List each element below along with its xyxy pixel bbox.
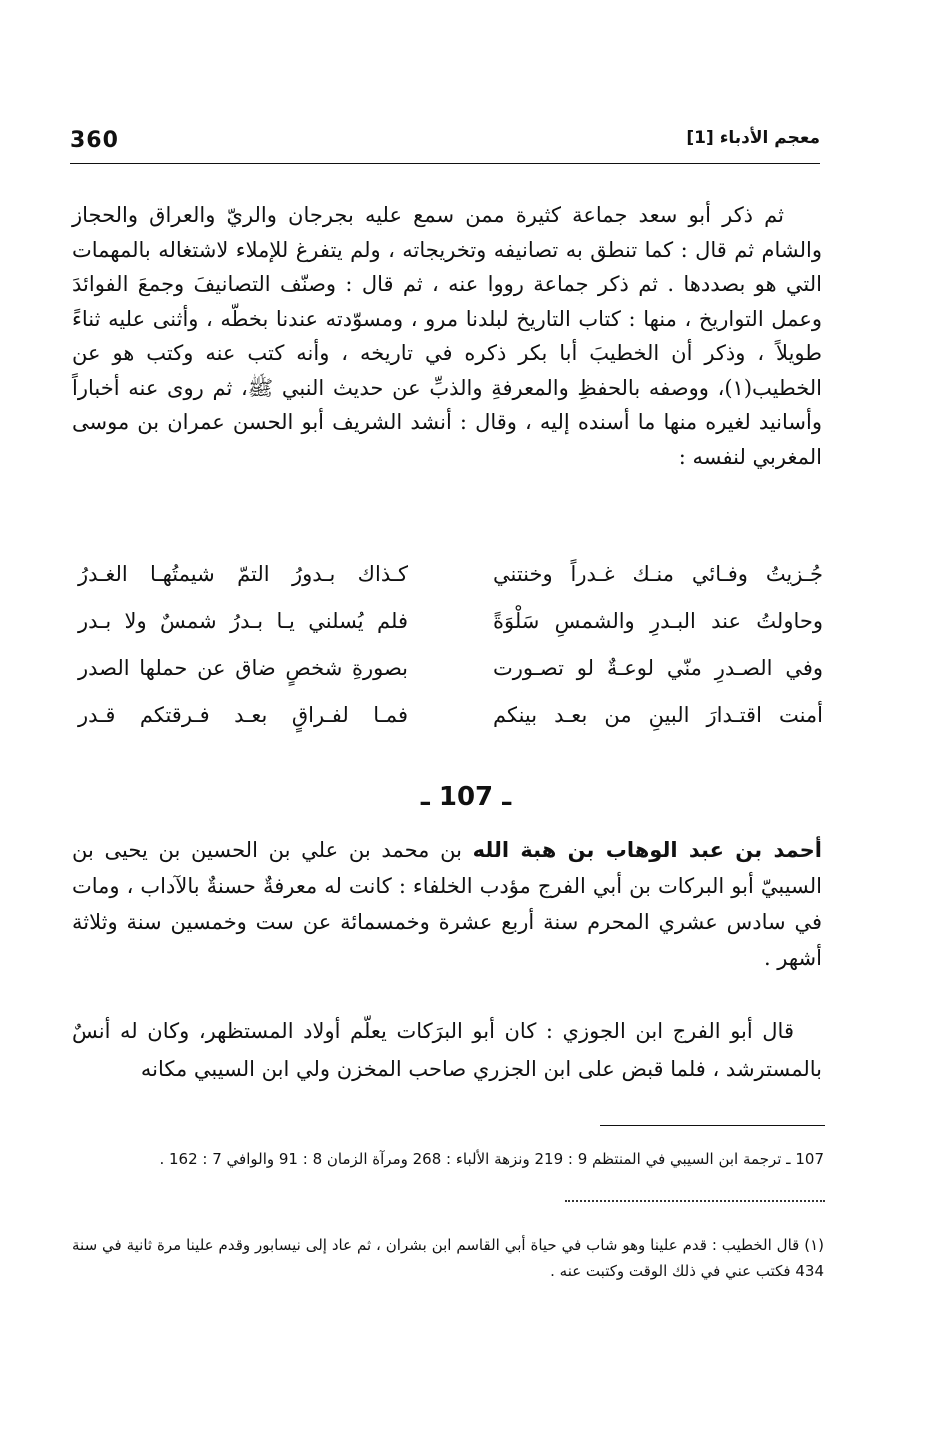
quote-paragraph	[72, 1012, 822, 1088]
biography-text	[72, 832, 822, 976]
poem-verse	[78, 597, 823, 644]
verse-first-hemistich: أمنت اقتـدارَ البينِ من بعـد بينكم	[493, 702, 823, 727]
footnote	[72, 1232, 824, 1284]
dotted-separator	[565, 1200, 825, 1202]
poem-verse	[78, 644, 823, 691]
poem-verse	[78, 691, 823, 738]
intro-paragraph	[72, 198, 822, 474]
verse-second-hemistich: فمـا لفـراقٍ بعـد فـرقتكم قـدر	[78, 702, 408, 727]
verse-first-hemistich: جُـزيتُ وفـائي منـك غـدراً وخنتني	[493, 561, 823, 586]
footnote-divider	[600, 1125, 825, 1126]
header-divider	[70, 163, 820, 164]
verse-first-hemistich: وحاولتُ عند البـدرِ والشمسِ سَلْوَةً	[493, 608, 823, 633]
verse-second-hemistich: فلم يُسلني يـا بـدرُ شمسٌ ولا بـدر	[78, 608, 408, 633]
quote-text: قال أبو الفرج ابن الجوزي : كان أبو البرَكات يعلّم أولاد المستظهر، وكان له أنسٌ بالمسترشد ، فلما قبض على ابن الجزري صاحب المخزن ولي ابن السيبي مكانه	[72, 1019, 822, 1081]
entry-name: أحمد بن عبد الوهاب بن هبة الله	[472, 838, 822, 862]
biography-rest: بن محمد بن علي بن الحسين بن يحيى بن السيبيّ أبو البركات بن أبي الفرج مؤدب الخلفاء : كانت له معرفةٌ حسنةٌ بالآداب ، ومات في سادس عشري المحرم سنة أربع عشرة وخمسمائة عن ست وخمسين سنة وثلاثة أشهر .	[72, 838, 822, 970]
page-number: 360	[70, 128, 119, 153]
biography-paragraph	[72, 832, 822, 976]
page-header	[70, 128, 820, 168]
poem	[78, 550, 823, 738]
verse-second-hemistich: كـذاك بـدورُ التمّ شيمتُهـا الغـدرُ	[78, 561, 408, 586]
footnote-text: (١) قال الخطيب : قدم علينا وهو شاب في حياة أبي القاسم ابن بشران ، ثم عاد إلى نيسابور وقدم علينا مرة ثانية في سنة 434 فكتب عني في ذلك الوقت وكتبت عنه .	[72, 1236, 824, 1280]
running-title: معجم الأدباء [1]	[686, 128, 820, 148]
entry-number: ـ 107 ـ	[420, 782, 512, 812]
verse-second-hemistich: بصورةِ شخصٍ ضاق عن حملها الصدر	[78, 655, 408, 680]
intro-text: ثم ذكر أبو سعد جماعة كثيرة ممن سمع عليه بجرجان والريّ والعراق والحجاز والشام ثم قال : كما تنطق به تصانيفه وتخريجاته ، ولم يتفرغ للإملاء لاشتغاله بالمهمات التي هو بصددها . ثم ذكر جماعة رووا عنه ، ثم قال : وصنّف التصانيفَ وجمعَ الفوائدَ وعمل التواريخ ، منها : كتاب التاريخ لبلدنا مرو ، ومسوّدته عندنا بخطّه ، وأثنى عليه ثناءً طويلاً ، وذكر أن الخطيبَ أبا بكر ذكره في تاريخه ، وأنه كتب عنه وكتب هو عن الخطيب(١)، ووصفه بالحفظِ والمعرفةِ والذبِّ عن حديث النبي ﷺ، ثم روى عنه أخباراً وأسانيد لغيره منها ما أسنده إليه ، وقال : أنشد الشريف أبو الحسن عمران بن موسى المغربي لنفسه :	[72, 203, 822, 469]
verse-first-hemistich: وفي الصـدرِ منّي لوعـةٌ لو تصـورت	[493, 655, 823, 680]
source-note: 107 ـ ترجمة ابن السيبي في المنتظم 9 : 219 ونزهة الألباء : 268 ومرآة الزمان 8 : 91 والوافي 7 : 162 .	[159, 1150, 824, 1168]
poem-verse	[78, 550, 823, 597]
